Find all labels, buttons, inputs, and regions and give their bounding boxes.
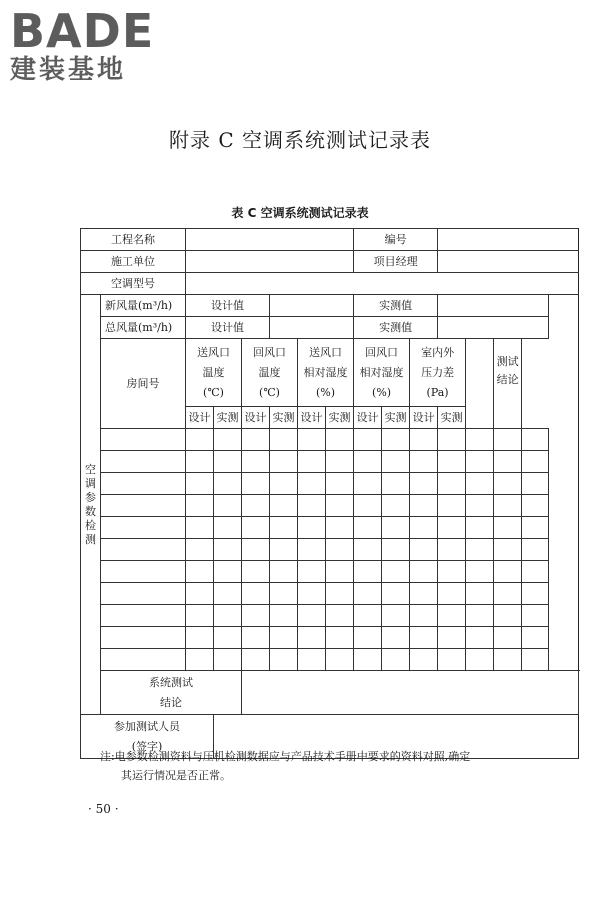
- field-total-air-measured[interactable]: [438, 317, 549, 339]
- header-test-conclusion: 测试 结论: [494, 339, 522, 429]
- field-contractor[interactable]: [186, 251, 354, 273]
- label-system-conclusion: 系统测试 结论: [101, 671, 242, 715]
- table-caption: 表 C 空调系统测试记录表: [231, 206, 369, 220]
- table-row: [81, 451, 579, 473]
- row-project-name: [81, 229, 579, 251]
- field-system-conclusion[interactable]: [242, 671, 579, 715]
- sub-return-temp-design: 设计: [242, 407, 270, 429]
- label-ac-model: 空调型号: [81, 273, 186, 295]
- field-project-name[interactable]: [186, 229, 354, 251]
- logo-wordmark: BADE: [10, 4, 155, 58]
- ac-test-record-table: [80, 228, 579, 759]
- bade-logo: [10, 6, 154, 86]
- sub-supply-temp-design: 设计: [186, 407, 214, 429]
- table-row: [81, 429, 579, 451]
- table-row: [81, 473, 579, 495]
- sub-pressure-design: 设计: [410, 407, 438, 429]
- row-total-air: [81, 317, 579, 339]
- note-line-1: 注:电参数检测资料与压机检测数据应与产品技术手册中要求的资料对照,确定: [100, 750, 471, 763]
- row-fresh-air: [81, 295, 579, 317]
- row-column-headers: [81, 339, 579, 407]
- row-contractor: [81, 251, 579, 273]
- table-row: [81, 605, 579, 627]
- field-ac-model[interactable]: [186, 273, 579, 295]
- label-project-manager: 项目经理: [354, 251, 438, 273]
- side-label-ac-parameter-test: 空 调 参 数 检 测: [81, 295, 101, 715]
- label-total-air-design: 设计值: [186, 317, 270, 339]
- sub-supply-humidity-design: 设计: [298, 407, 326, 429]
- note-line-2: 其运行情况是否正常。: [121, 769, 231, 782]
- label-fresh-air-design: 设计值: [186, 295, 270, 317]
- label-room-no: 房间号: [101, 339, 186, 429]
- field-fresh-air-design[interactable]: [270, 295, 354, 317]
- label-total-air-measured: 实测值: [354, 317, 438, 339]
- label-fresh-air: 新风量(m³/h): [101, 295, 186, 317]
- table-row: [81, 561, 579, 583]
- table-row: [81, 517, 579, 539]
- table-row: [81, 583, 579, 605]
- sub-return-temp-measured: 实测: [270, 407, 298, 429]
- label-fresh-air-measured: 实测值: [354, 295, 438, 317]
- table-note: [100, 747, 530, 785]
- header-return-temp: 回风口 温度 (℃): [242, 339, 298, 407]
- label-number: 编号: [354, 229, 438, 251]
- sub-supply-humidity-measured: 实测: [326, 407, 354, 429]
- table-row: [81, 495, 579, 517]
- logo-subtitle: 建装基地: [10, 55, 127, 85]
- field-number[interactable]: [438, 229, 579, 251]
- field-total-air-design[interactable]: [270, 317, 354, 339]
- table-row: [81, 649, 579, 671]
- label-contractor: 施工单位: [81, 251, 186, 273]
- page-number: · 50 ·: [88, 802, 119, 816]
- sub-supply-temp-measured: 实测: [214, 407, 242, 429]
- table-row: [81, 627, 579, 649]
- label-total-air: 总风量(m³/h): [101, 317, 186, 339]
- sub-return-humidity-measured: 实测: [382, 407, 410, 429]
- appendix-title: 附录 C 空调系统测试记录表: [168, 128, 432, 152]
- field-project-manager[interactable]: [438, 251, 579, 273]
- row-ac-model: [81, 273, 579, 295]
- label-project-name: 工程名称: [81, 229, 186, 251]
- header-supply-temp: 送风口 温度 (℃): [186, 339, 242, 407]
- header-blank-column: [466, 339, 494, 429]
- sub-return-humidity-design: 设计: [354, 407, 382, 429]
- field-fresh-air-measured[interactable]: [438, 295, 549, 317]
- sub-pressure-measured: 实测: [438, 407, 466, 429]
- row-system-conclusion: [81, 671, 579, 715]
- header-return-humidity: 回风口 相对湿度 (%): [354, 339, 410, 407]
- header-pressure-difference: 室内外 压力差 (Pa): [410, 339, 466, 407]
- label-participants: 参加测试人员 (签字): [81, 715, 214, 759]
- header-supply-humidity: 送风口 相对湿度 (%): [298, 339, 354, 407]
- table-row: [81, 539, 579, 561]
